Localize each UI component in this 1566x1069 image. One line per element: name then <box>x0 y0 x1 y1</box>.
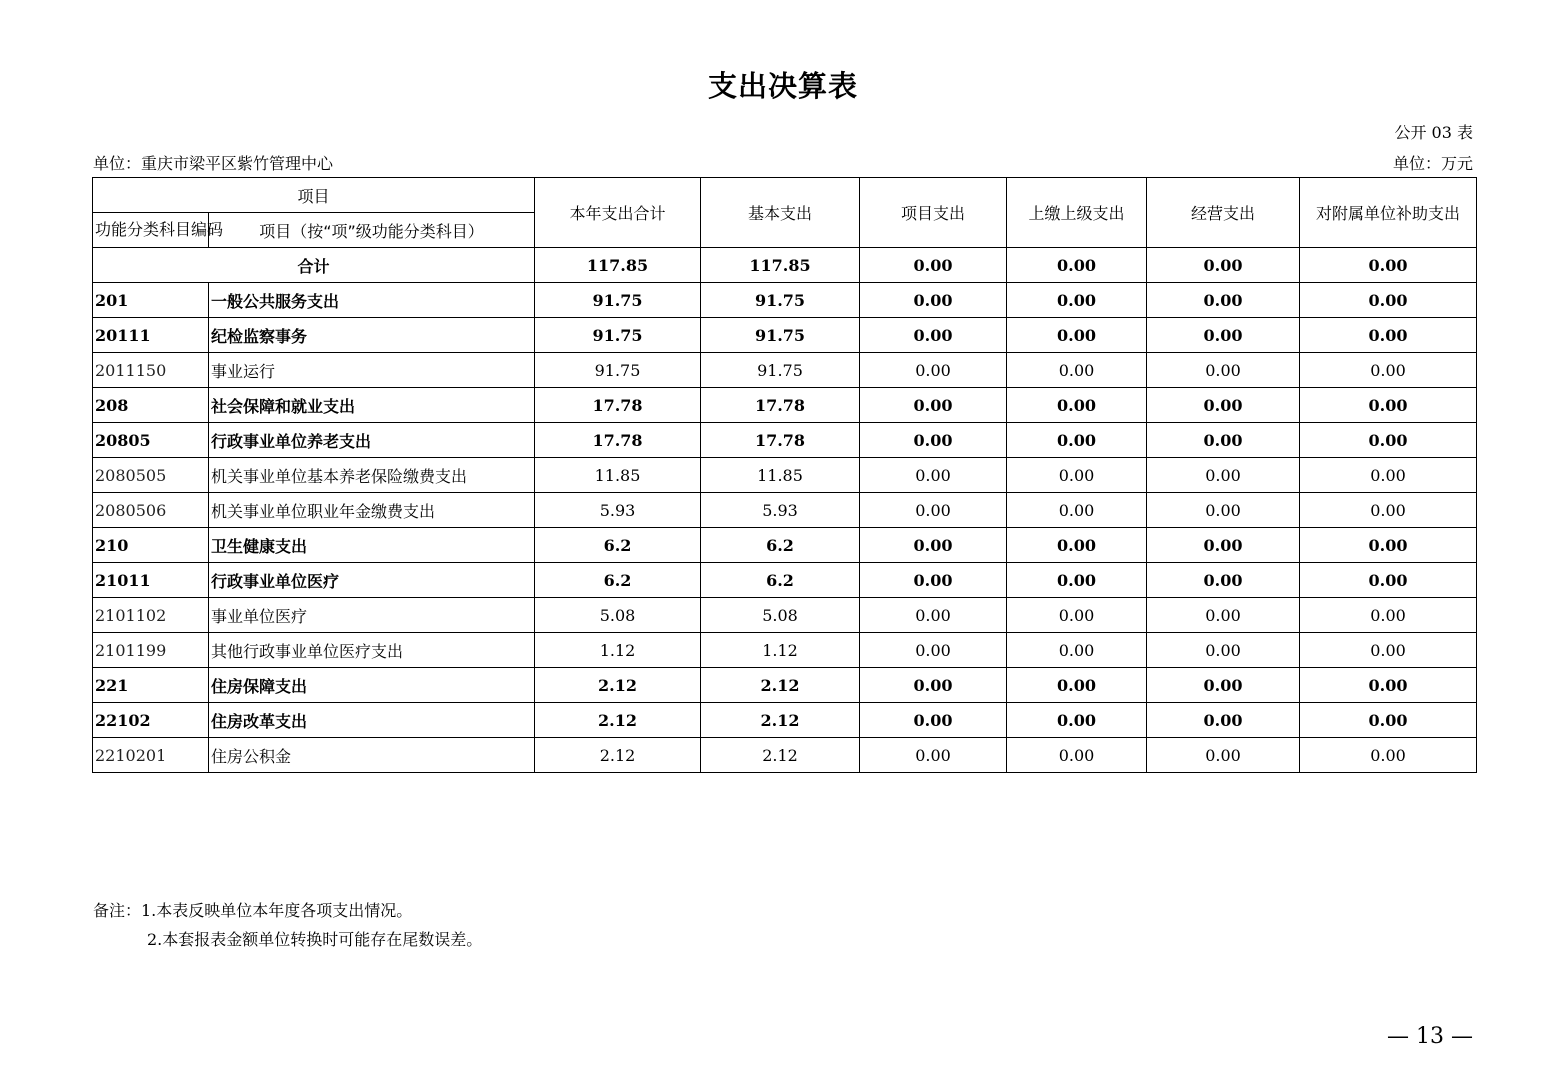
value-cell: 0.00 <box>1147 563 1300 598</box>
table-row <box>93 353 1477 388</box>
value-cell: 0.00 <box>1007 353 1147 388</box>
value-cell: 0.00 <box>1147 493 1300 528</box>
reporting-unit: 单位：重庆市梁平区紫竹管理中心 <box>93 154 334 173</box>
value-cell: 0.00 <box>860 703 1007 738</box>
name-cell: 机关事业单位基本养老保险缴费支出 <box>209 458 535 493</box>
value-cell: 0.00 <box>1300 703 1477 738</box>
table-row <box>93 668 1477 703</box>
value-cell: 5.08 <box>535 598 701 633</box>
value-cell: 0.00 <box>1147 283 1300 318</box>
value-cell: 17.78 <box>701 423 860 458</box>
total-row <box>93 248 1477 283</box>
value-cell: 6.2 <box>535 563 701 598</box>
code-cell: 2080506 <box>93 493 209 528</box>
total-cell: 117.85 <box>701 248 860 283</box>
value-cell: 0.00 <box>1007 458 1147 493</box>
value-cell: 2.12 <box>535 738 701 773</box>
value-cell: 0.00 <box>1147 423 1300 458</box>
value-cell: 0.00 <box>860 633 1007 668</box>
value-cell: 0.00 <box>1147 528 1300 563</box>
value-cell: 0.00 <box>1300 598 1477 633</box>
header-basic: 基本支出 <box>701 178 860 248</box>
value-cell: 91.75 <box>701 283 860 318</box>
table-row <box>93 738 1477 773</box>
code-cell: 210 <box>93 528 209 563</box>
name-cell: 住房保障支出 <box>209 668 535 703</box>
name-cell: 社会保障和就业支出 <box>209 388 535 423</box>
value-cell: 0.00 <box>1300 388 1477 423</box>
value-cell: 0.00 <box>1300 563 1477 598</box>
value-cell: 2.12 <box>701 738 860 773</box>
header-subsidy: 对附属单位补助支出 <box>1300 178 1477 248</box>
value-cell: 2.12 <box>701 703 860 738</box>
table-body <box>93 248 1477 773</box>
value-cell: 5.93 <box>701 493 860 528</box>
code-cell: 221 <box>93 668 209 703</box>
expenditure-table <box>92 177 1477 773</box>
note-line: 备注：1.本表反映单位本年度各项支出情况。 <box>93 901 413 920</box>
page-number: — 13 — <box>1387 1024 1473 1049</box>
code-cell: 2101199 <box>93 633 209 668</box>
value-cell: 0.00 <box>1300 738 1477 773</box>
value-cell: 0.00 <box>860 668 1007 703</box>
value-cell: 91.75 <box>701 353 860 388</box>
value-cell: 11.85 <box>701 458 860 493</box>
value-cell: 17.78 <box>701 388 860 423</box>
name-cell: 行政事业单位养老支出 <box>209 423 535 458</box>
value-cell: 0.00 <box>1300 528 1477 563</box>
value-cell: 0.00 <box>1147 388 1300 423</box>
value-cell: 0.00 <box>1007 738 1147 773</box>
value-cell: 0.00 <box>1300 458 1477 493</box>
table-row <box>93 633 1477 668</box>
value-cell: 0.00 <box>860 388 1007 423</box>
value-cell: 2.12 <box>701 668 860 703</box>
value-cell: 0.00 <box>1147 703 1300 738</box>
value-cell: 6.2 <box>701 563 860 598</box>
value-cell: 0.00 <box>1147 668 1300 703</box>
value-cell: 0.00 <box>1007 318 1147 353</box>
name-cell: 事业运行 <box>209 353 535 388</box>
name-cell: 行政事业单位医疗 <box>209 563 535 598</box>
table-row <box>93 528 1477 563</box>
value-cell: 0.00 <box>1147 458 1300 493</box>
code-cell: 22102 <box>93 703 209 738</box>
table-row <box>93 703 1477 738</box>
value-cell: 0.00 <box>1147 353 1300 388</box>
value-cell: 0.00 <box>1007 528 1147 563</box>
value-cell: 5.93 <box>535 493 701 528</box>
value-cell: 0.00 <box>1147 633 1300 668</box>
code-cell: 2080505 <box>93 458 209 493</box>
name-cell: 机关事业单位职业年金缴费支出 <box>209 493 535 528</box>
form-number: 公开 03 表 <box>1394 123 1473 142</box>
value-cell: 11.85 <box>535 458 701 493</box>
total-label: 合计 <box>93 248 535 283</box>
header-business: 经营支出 <box>1147 178 1300 248</box>
value-cell: 0.00 <box>1007 283 1147 318</box>
value-cell: 2.12 <box>535 703 701 738</box>
code-cell: 2210201 <box>93 738 209 773</box>
total-cell: 0.00 <box>1300 248 1477 283</box>
code-cell: 20111 <box>93 318 209 353</box>
code-cell: 2101102 <box>93 598 209 633</box>
header-code: 功能分类科目编码 <box>93 213 209 248</box>
value-cell: 0.00 <box>1300 493 1477 528</box>
value-cell: 0.00 <box>1147 738 1300 773</box>
value-cell: 5.08 <box>701 598 860 633</box>
value-cell: 0.00 <box>1300 283 1477 318</box>
name-cell: 其他行政事业单位医疗支出 <box>209 633 535 668</box>
value-cell: 17.78 <box>535 388 701 423</box>
header-project: 项目 <box>93 178 535 213</box>
table-row <box>93 388 1477 423</box>
table-row <box>93 563 1477 598</box>
value-cell: 91.75 <box>701 318 860 353</box>
value-cell: 0.00 <box>1007 598 1147 633</box>
name-cell: 事业单位医疗 <box>209 598 535 633</box>
value-cell: 1.12 <box>701 633 860 668</box>
code-cell: 21011 <box>93 563 209 598</box>
header-name: 项目（按“项”级功能分类科目） <box>209 213 535 248</box>
header-total: 本年支出合计 <box>535 178 701 248</box>
header-upper-remit: 上缴上级支出 <box>1007 178 1147 248</box>
value-cell: 0.00 <box>1300 353 1477 388</box>
table-row <box>93 598 1477 633</box>
total-cell: 0.00 <box>860 248 1007 283</box>
value-cell: 17.78 <box>535 423 701 458</box>
value-cell: 0.00 <box>1007 493 1147 528</box>
name-cell: 卫生健康支出 <box>209 528 535 563</box>
value-cell: 0.00 <box>1147 318 1300 353</box>
value-cell: 0.00 <box>860 738 1007 773</box>
code-cell: 201 <box>93 283 209 318</box>
value-cell: 0.00 <box>860 318 1007 353</box>
value-cell: 0.00 <box>1147 598 1300 633</box>
name-cell: 住房公积金 <box>209 738 535 773</box>
value-cell: 0.00 <box>1007 668 1147 703</box>
value-cell: 1.12 <box>535 633 701 668</box>
value-cell: 6.2 <box>535 528 701 563</box>
code-cell: 2011150 <box>93 353 209 388</box>
total-cell: 117.85 <box>535 248 701 283</box>
header-project-expense: 项目支出 <box>860 178 1007 248</box>
total-cell: 0.00 <box>1007 248 1147 283</box>
value-cell: 2.12 <box>535 668 701 703</box>
code-cell: 20805 <box>93 423 209 458</box>
code-cell: 208 <box>93 388 209 423</box>
notes <box>93 896 482 954</box>
value-cell: 0.00 <box>1300 423 1477 458</box>
value-cell: 0.00 <box>1007 388 1147 423</box>
value-cell: 0.00 <box>1007 423 1147 458</box>
value-cell: 0.00 <box>860 423 1007 458</box>
value-cell: 91.75 <box>535 283 701 318</box>
page-title: 支出决算表 <box>707 69 858 103</box>
note-line: 2.本套报表金额单位转换时可能存在尾数误差。 <box>147 930 483 949</box>
value-cell: 91.75 <box>535 353 701 388</box>
value-cell: 91.75 <box>535 318 701 353</box>
value-cell: 0.00 <box>1007 703 1147 738</box>
table-row <box>93 423 1477 458</box>
value-cell: 0.00 <box>860 528 1007 563</box>
value-cell: 0.00 <box>1007 633 1147 668</box>
currency-unit: 单位：万元 <box>1392 154 1473 173</box>
value-cell: 0.00 <box>1300 318 1477 353</box>
value-cell: 0.00 <box>860 353 1007 388</box>
name-cell: 纪检监察事务 <box>209 318 535 353</box>
value-cell: 0.00 <box>860 458 1007 493</box>
value-cell: 0.00 <box>860 283 1007 318</box>
value-cell: 0.00 <box>1300 633 1477 668</box>
value-cell: 0.00 <box>1300 668 1477 703</box>
total-cell: 0.00 <box>1147 248 1300 283</box>
value-cell: 0.00 <box>860 598 1007 633</box>
table-row <box>93 458 1477 493</box>
value-cell: 0.00 <box>860 563 1007 598</box>
value-cell: 0.00 <box>860 493 1007 528</box>
name-cell: 一般公共服务支出 <box>209 283 535 318</box>
value-cell: 6.2 <box>701 528 860 563</box>
table-row <box>93 318 1477 353</box>
value-cell: 0.00 <box>1007 563 1147 598</box>
name-cell: 住房改革支出 <box>209 703 535 738</box>
table-row <box>93 283 1477 318</box>
table-row <box>93 493 1477 528</box>
